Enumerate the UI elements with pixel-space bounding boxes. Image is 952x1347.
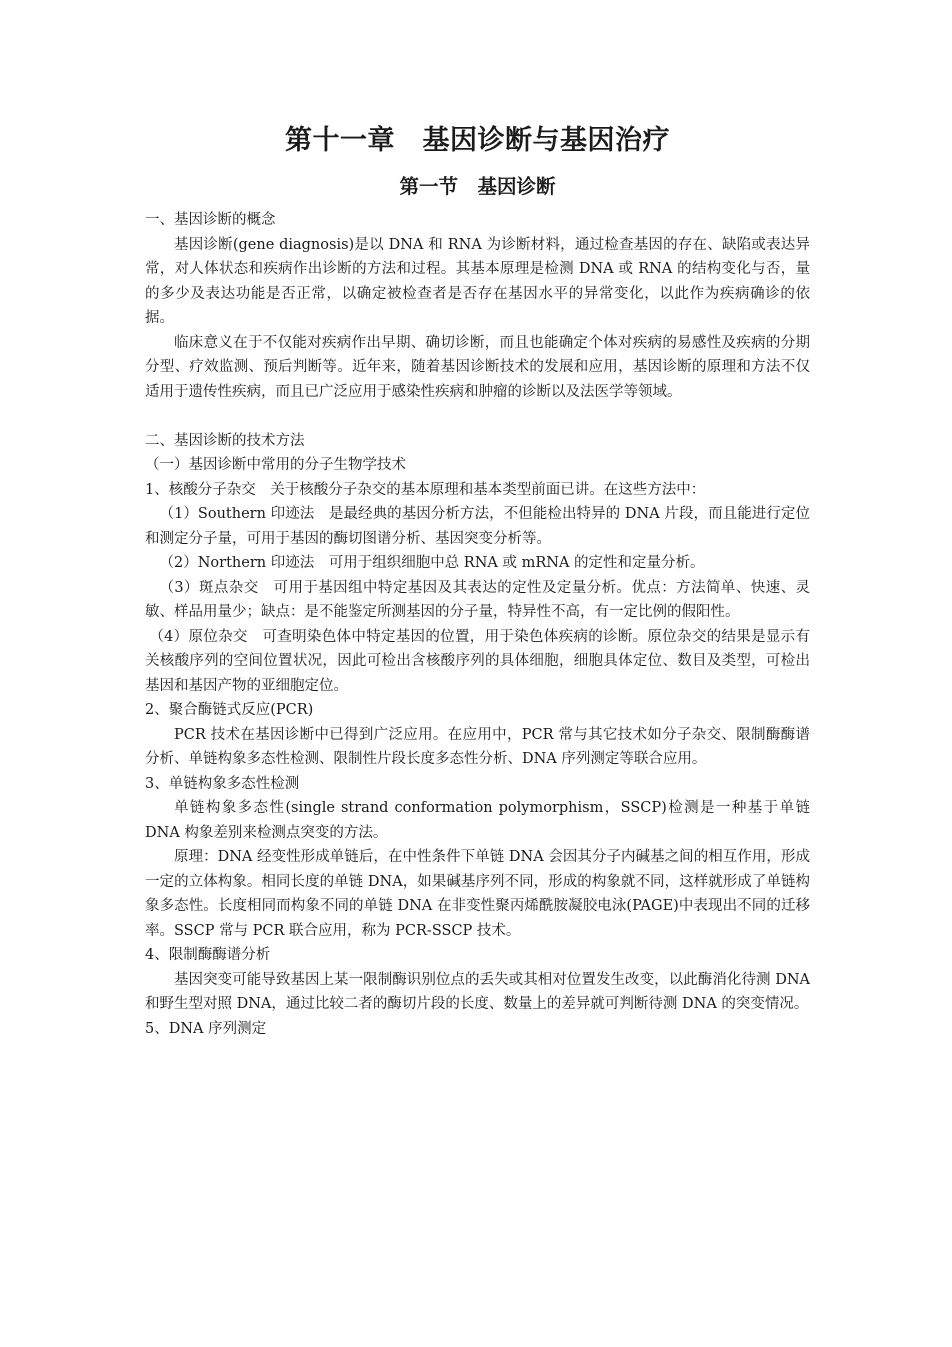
item-dot-hybridization: （3）斑点杂交 可用于基因组中特定基因及其表达的定性及定量分析。优点：方法简单、快速、灵敏、样品用量少；缺点：是不能鉴定所测基因的分子量，特异性不高，有一定比例的假阳性。 — [145, 579, 810, 620]
item-sequencing-heading: 5、DNA 序列测定 — [145, 1020, 267, 1037]
heading-concept: 一、基因诊断的概念 — [145, 212, 276, 228]
blank-line — [145, 404, 810, 429]
item-in-situ-hybridization: （4）原位杂交 可查明染色体中特定基因的位置，用于染色体疾病的诊断。原位杂交的结果是显示有关核酸序列的空间位置状况，因此可检出含核酸序列的具体细胞，细胞具体定位、数目及类型，可检出基因和基因产物的亚细胞定位。 — [145, 628, 810, 694]
item-restriction-heading: 4、限制酶酶谱分析 — [145, 947, 271, 963]
subheading-molecular-techniques: （一）基因诊断中常用的分子生物学技术 — [145, 457, 406, 473]
document-page — [145, 118, 810, 1041]
item-northern-blot: （2）Northern 印迹法 可用于组织细胞中总 RNA 或 mRNA 的定性和定量分析。 — [159, 555, 705, 571]
paragraph-clinical-significance: 临床意义在于不仅能对疾病作出早期、确切诊断，而且也能确定个体对疾病的易感性及疾病的分期分型、疗效监测、预后判断等。近年来，随着基因诊断技术的发展和应用，基因诊断的原理和方法不仅适用于遗传性疾病，而且已广泛应用于感染性疾病和肿瘤的诊断以及法医学等领域。 — [145, 334, 810, 400]
heading-techniques: 二、基因诊断的技术方法 — [145, 432, 305, 449]
paragraph-pcr: PCR 技术在基因诊断中已得到广泛应用。在应用中，PCR 常与其它技术如分子杂交、限制酶酶谱分析、单链构象多态性检测、限制性片段长度多态性分析、DNA 序列测定等联合应用。 — [145, 726, 810, 767]
paragraph-sscp-definition: 单链构象多态性(single strand conformation polymorphism，SSCP)检测是一种基于单链 DNA 构象差别来检测点突变的方法。 — [145, 800, 810, 841]
paragraph-sscp-principle: 原理：DNA 经变性形成单链后，在中性条件下单链 DNA 会因其分子内碱基之间的相互作用，形成一定的立体构象。相同长度的单链 DNA，如果碱基序列不同，形成的构象就不同，这样就形成了单链构象多态性。长度相同而构象不同的单链 DNA 在非变性聚丙烯酰胺凝胶电泳(PAGE)中表现出不同的迁移率。SSCP 常与 PCR 联合应用，称为 PCR-SSCP 技术。 — [145, 849, 810, 939]
chapter-title: 第十一章 基因诊断与基因治疗 — [285, 125, 670, 156]
item-southern-blot: （1）Southern 印迹法 是最经典的基因分析方法，不但能检出特异的 DNA 片段，而且能进行定位和测定分子量，可用于基因的酶切图谱分析、基因突变分析等。 — [145, 506, 810, 547]
item-hybridization-heading: 1、核酸分子杂交 关于核酸分子杂交的基本原理和基本类型前面已讲。在这些方法中： — [145, 481, 706, 498]
item-sscp-heading: 3、单链构象多态性检测 — [145, 775, 300, 792]
paragraph-definition: 基因诊断(gene diagnosis)是以 DNA 和 RNA 为诊断材料，通过检查基因的存在、缺陷或表达异常，对人体状态和疾病作出诊断的方法和过程。其基本原理是检测 DNA 或 RNA 的结构变化与否，量的多少及表达功能是否正常，以确定被检查者是否存在基因水平的异常变化，以此作为疾病确诊的依据。 — [145, 236, 810, 326]
item-pcr-heading: 2、聚合酶链式反应(PCR) — [145, 702, 314, 718]
paragraph-restriction: 基因突变可能导致基因上某一限制酶识别位点的丢失或其相对位置发生改变，以此酶消化待测 DNA 和野生型对照 DNA，通过比较二者的酶切片段的长度、数量上的差异就可判断待测 DNA 的突变情况。 — [145, 971, 810, 1012]
section-title: 第一节 基因诊断 — [399, 175, 556, 198]
